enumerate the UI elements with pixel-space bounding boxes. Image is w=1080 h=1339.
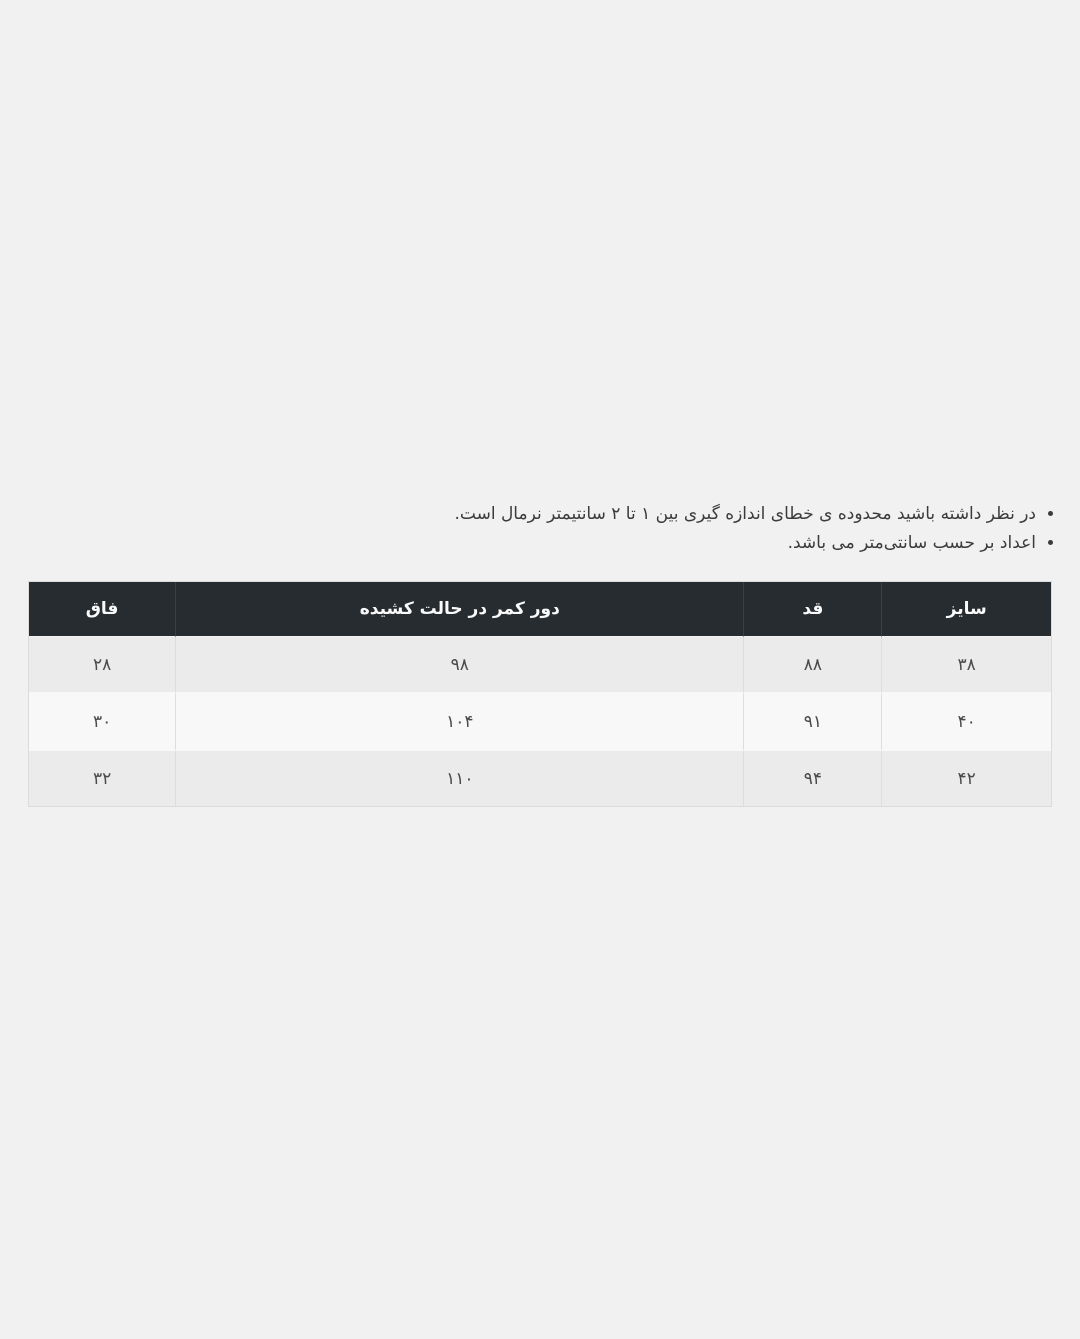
size-table-header xyxy=(29,582,1051,637)
cell-height: ۹۱ xyxy=(744,694,882,751)
table-row xyxy=(29,637,1051,694)
cell-height: ۹۴ xyxy=(744,751,882,806)
cell-rise: ۳۲ xyxy=(29,751,176,806)
cell-waist: ۹۸ xyxy=(176,637,744,694)
column-header-waist-stretched: دور کمر در حالت کشیده xyxy=(176,582,744,637)
notes-list xyxy=(28,500,1052,558)
column-header-size: سایز xyxy=(882,582,1051,637)
cell-rise: ۳۰ xyxy=(29,694,176,751)
cell-size: ۳۸ xyxy=(882,637,1051,694)
cell-waist: ۱۱۰ xyxy=(176,751,744,806)
cell-rise: ۲۸ xyxy=(29,637,176,694)
cell-waist: ۱۰۴ xyxy=(176,694,744,751)
column-header-rise: فاق xyxy=(29,582,176,637)
cell-size: ۴۰ xyxy=(882,694,1051,751)
table-row xyxy=(29,694,1051,751)
size-table xyxy=(28,581,1052,807)
cell-height: ۸۸ xyxy=(744,637,882,694)
note-measurement-error: • در نظر داشته باشید محدوده ی خطای اندازه گیری بین ۱ تا ۲ سانتیمتر نرمال است. xyxy=(28,500,1036,529)
cell-size: ۴۲ xyxy=(882,751,1051,806)
size-table-body xyxy=(29,637,1051,806)
header-row xyxy=(29,582,1051,637)
table-row xyxy=(29,751,1051,806)
note-unit-centimeter: • اعداد بر حسب سانتی‌متر می باشد. xyxy=(28,529,1036,558)
column-header-height: قد xyxy=(744,582,882,637)
size-guide-section xyxy=(28,500,1052,807)
